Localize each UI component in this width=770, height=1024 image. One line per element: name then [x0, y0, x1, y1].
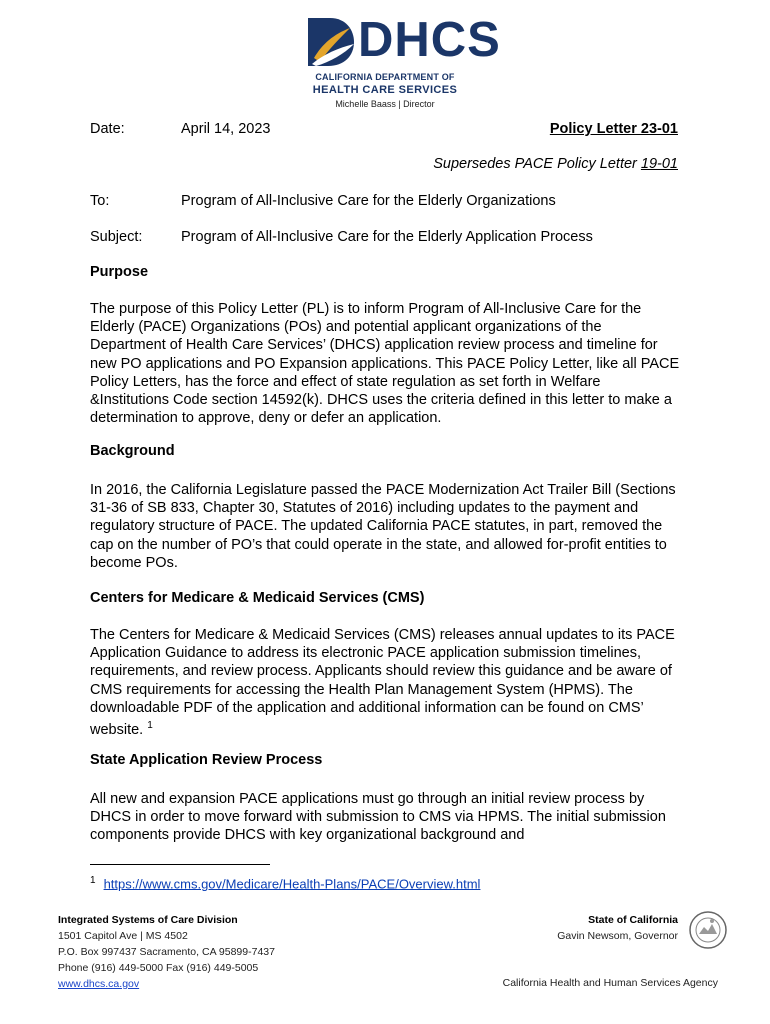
footer-address2: P.O. Box 997437 Sacramento, CA 95899-7437	[58, 946, 275, 958]
subject-value: Program of All-Inclusive Care for the Elderly Application Process	[181, 229, 593, 245]
footer-website-link[interactable]: www.dhcs.ca.gov	[58, 978, 140, 990]
supersedes-text: Supersedes PACE Policy Letter	[433, 156, 641, 172]
subject-row	[0, 229, 770, 249]
policy-letter-number: Policy Letter 23-01	[549, 121, 678, 137]
footer-right	[557, 912, 678, 944]
logo-wordmark: DHCS	[358, 13, 501, 67]
org-line2: HEALTH CARE SERVICES	[312, 84, 458, 96]
org-line1: CALIFORNIA DEPARTMENT OF	[315, 72, 455, 82]
footnote-divider	[90, 864, 270, 865]
footer-division: Integrated Systems of Care Division	[58, 914, 238, 926]
to-label: To:	[90, 193, 110, 209]
dhcs-logo	[300, 12, 501, 109]
subject-label: Subject:	[90, 229, 143, 245]
footnote-number: 1	[90, 875, 96, 886]
footer-state: State of California	[588, 914, 678, 926]
state-seal-icon	[688, 910, 728, 950]
date-row	[0, 121, 770, 141]
section-heading-background: Background	[90, 443, 175, 459]
supersedes-line	[433, 156, 678, 172]
section-heading-cms: Centers for Medicare & Medicaid Services (CMS)	[90, 590, 425, 606]
section-body-background: In 2016, the California Legislature passed the PACE Modernization Act Trailer Bill (Sections 31-36 of SB 833, Chapter 30, Statutes of 2016) including updates to the payment and regulatory structure of PACE. The updated California PACE statutes, in part, removed the cap on the number of PO’s that could operate in the state, and allowed for-profit entities to become POs.	[90, 482, 676, 571]
footer-phone: Phone (916) 449-5000 Fax (916) 449-5005	[58, 962, 259, 974]
footer-address1: 1501 Capitol Ave | MS 4502	[58, 930, 188, 942]
footnote-link[interactable]: https://www.cms.gov/Medicare/Health-Plans/PACE/Overview.html	[103, 876, 481, 892]
cms-body-text: The Centers for Medicare & Medicaid Services (CMS) releases annual updates to its PACE Application Guidance to address its electronic PACE application submission timelines, requirements, and review process. Applicants should review this guidance and be aware of CMS requirements for accessing the Health Plan Management System (HPMS). The downloadable PDF of the application and additional information can be found on CMS’ website.	[90, 627, 675, 738]
section-body-cms	[90, 626, 680, 739]
section-heading-purpose: Purpose	[90, 264, 149, 280]
footer-left	[58, 912, 275, 992]
footnote	[90, 875, 480, 891]
supersedes-number: 19-01	[640, 156, 678, 172]
date-label: Date:	[90, 121, 125, 137]
footnote-ref: 1	[147, 720, 153, 732]
section-body-purpose: The purpose of this Policy Letter (PL) is to inform Program of All-Inclusive Care for the Elderly (PACE) Organizations (POs) and potential applicant organizations of the Department of Health Care Services’ (DHCS) application review process and timeline for new PO applications and PO Expansion applications. This PACE Policy Letter, like all PACE Policy Letters, has the force and effect of state regulation as set forth in Welfare &Institutions Code section 14592(k). DHCS uses the criteria defined in this letter to make a determination to approve, deny or defer an application.	[90, 301, 680, 427]
footer-agency: California Health and Human Services Agency	[502, 977, 718, 989]
director-line: Michelle Baass | Director	[335, 99, 435, 109]
date-value: April 14, 2023	[181, 121, 271, 137]
section-heading-review: State Application Review Process	[90, 752, 323, 768]
to-row	[0, 193, 770, 213]
footer-governor: Gavin Newsom, Governor	[557, 930, 678, 942]
to-value: Program of All-Inclusive Care for the Elderly Organizations	[181, 193, 556, 209]
section-body-review: All new and expansion PACE applications must go through an initial review process by DHCS in order to move forward with submission to CMS via HPMS. The initial submission components provide DHCS with key organizational background and	[90, 791, 666, 844]
